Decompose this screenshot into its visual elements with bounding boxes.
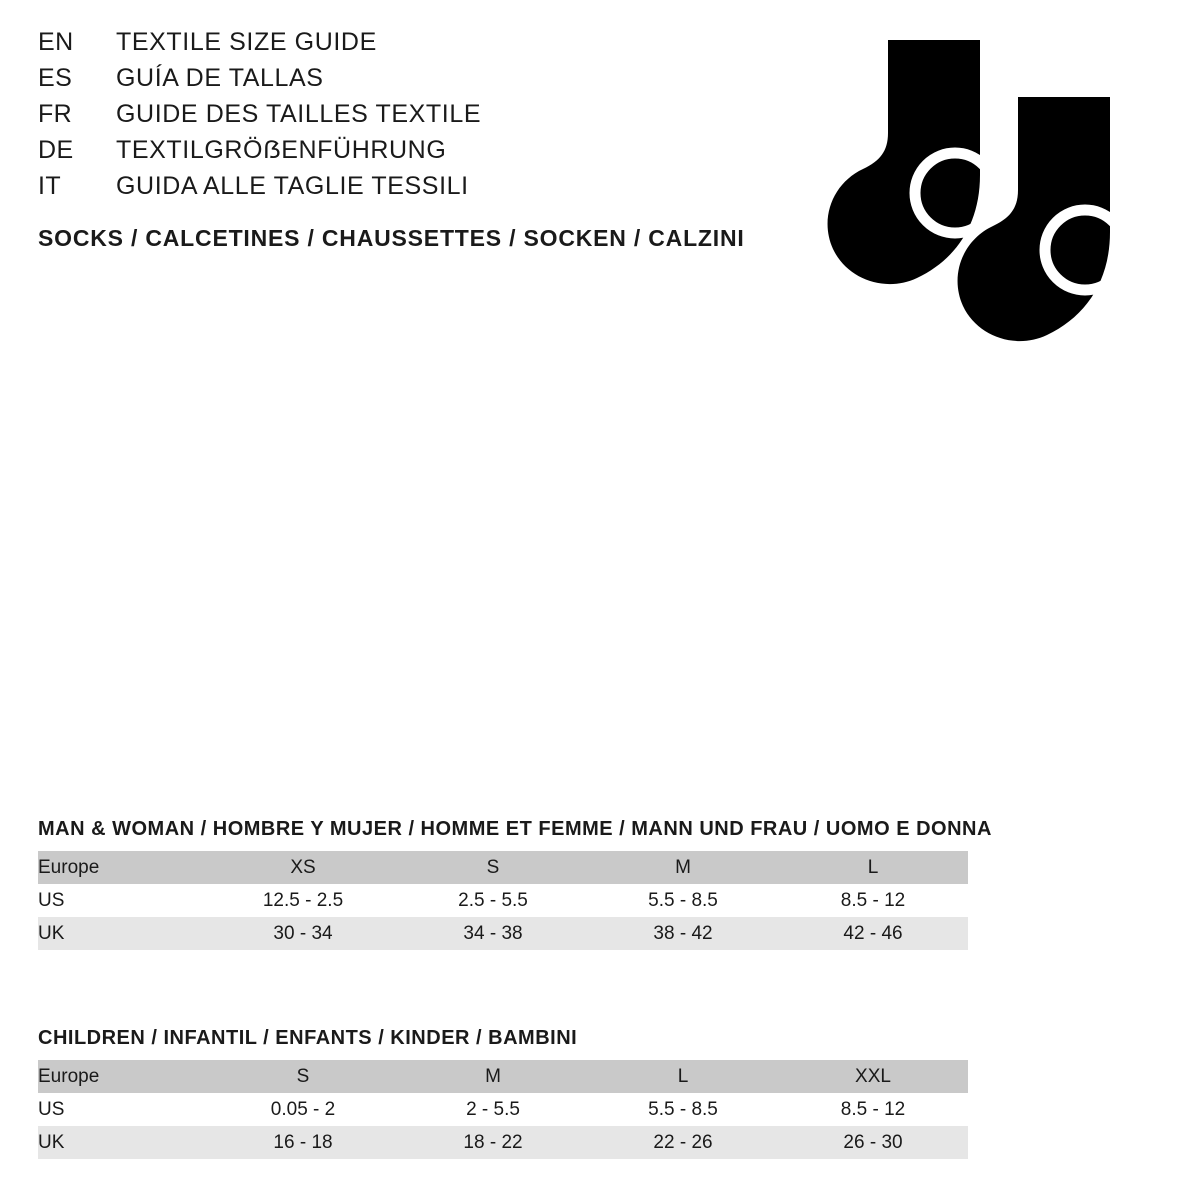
table-cell: 5.5 - 8.5 [588,1093,778,1126]
table-cell: XXL [778,1060,968,1093]
row-label: US [38,884,208,917]
table-cell: 16 - 18 [208,1126,398,1159]
children-size-table-block [38,1027,968,1159]
table-cell: 30 - 34 [208,917,398,950]
language-title: TEXTILGRÖẞENFÜHRUNG [116,136,447,164]
table-cell: 2 - 5.5 [398,1093,588,1126]
language-row [38,138,798,163]
table-cell: 2.5 - 5.5 [398,884,588,917]
product-category-line: SOCKS / CALCETINES / CHAUSSETTES / SOCKEN / CALZINI [38,225,745,251]
size-guide-header [38,30,798,252]
table-cell: 22 - 26 [588,1126,778,1159]
language-code: IT [38,172,62,200]
table-cell: S [398,851,588,884]
table-row [38,1060,968,1093]
language-code: DE [38,136,74,164]
table-cell: 12.5 - 2.5 [208,884,398,917]
table-cell: 26 - 30 [778,1126,968,1159]
table-cell: 5.5 - 8.5 [588,884,778,917]
table-row [38,1093,968,1126]
table-cell: 42 - 46 [778,917,968,950]
language-title: GUIDA ALLE TAGLIE TESSILI [116,172,469,200]
table-row [38,851,968,884]
language-title: GUIDE DES TAILLES TEXTILE [116,100,482,128]
children-size-table [38,1060,968,1159]
language-code: FR [38,100,73,128]
adult-size-table [38,851,968,950]
adult-table-title: MAN & WOMAN / HOMBRE Y MUJER / HOMME ET FEMME / MANN UND FRAU / UOMO E DONNA [38,818,992,840]
table-cell: 8.5 - 12 [778,1093,968,1126]
language-title: TEXTILE SIZE GUIDE [116,28,377,56]
row-label: UK [38,917,208,950]
socks-icon [805,25,1145,365]
language-row [38,30,798,55]
row-label: US [38,1093,208,1126]
table-cell: 18 - 22 [398,1126,588,1159]
language-code: ES [38,64,73,92]
table-cell: M [398,1060,588,1093]
table-cell: 0.05 - 2 [208,1093,398,1126]
table-row [38,884,968,917]
children-table-title: CHILDREN / INFANTIL / ENFANTS / KINDER / BAMBINI [38,1027,578,1049]
table-row [38,1126,968,1159]
row-label: Europe [38,851,208,884]
language-row [38,102,798,127]
row-label: UK [38,1126,208,1159]
language-title: GUÍA DE TALLAS [116,64,324,92]
language-row [38,66,798,91]
table-row [38,917,968,950]
table-cell: XS [208,851,398,884]
table-cell: S [208,1060,398,1093]
adult-size-table-block [38,818,992,950]
table-cell: M [588,851,778,884]
table-cell: L [778,851,968,884]
language-code: EN [38,28,74,56]
table-cell: 34 - 38 [398,917,588,950]
language-row [38,174,798,199]
table-cell: 38 - 42 [588,917,778,950]
table-cell: 8.5 - 12 [778,884,968,917]
row-label: Europe [38,1060,208,1093]
table-cell: L [588,1060,778,1093]
